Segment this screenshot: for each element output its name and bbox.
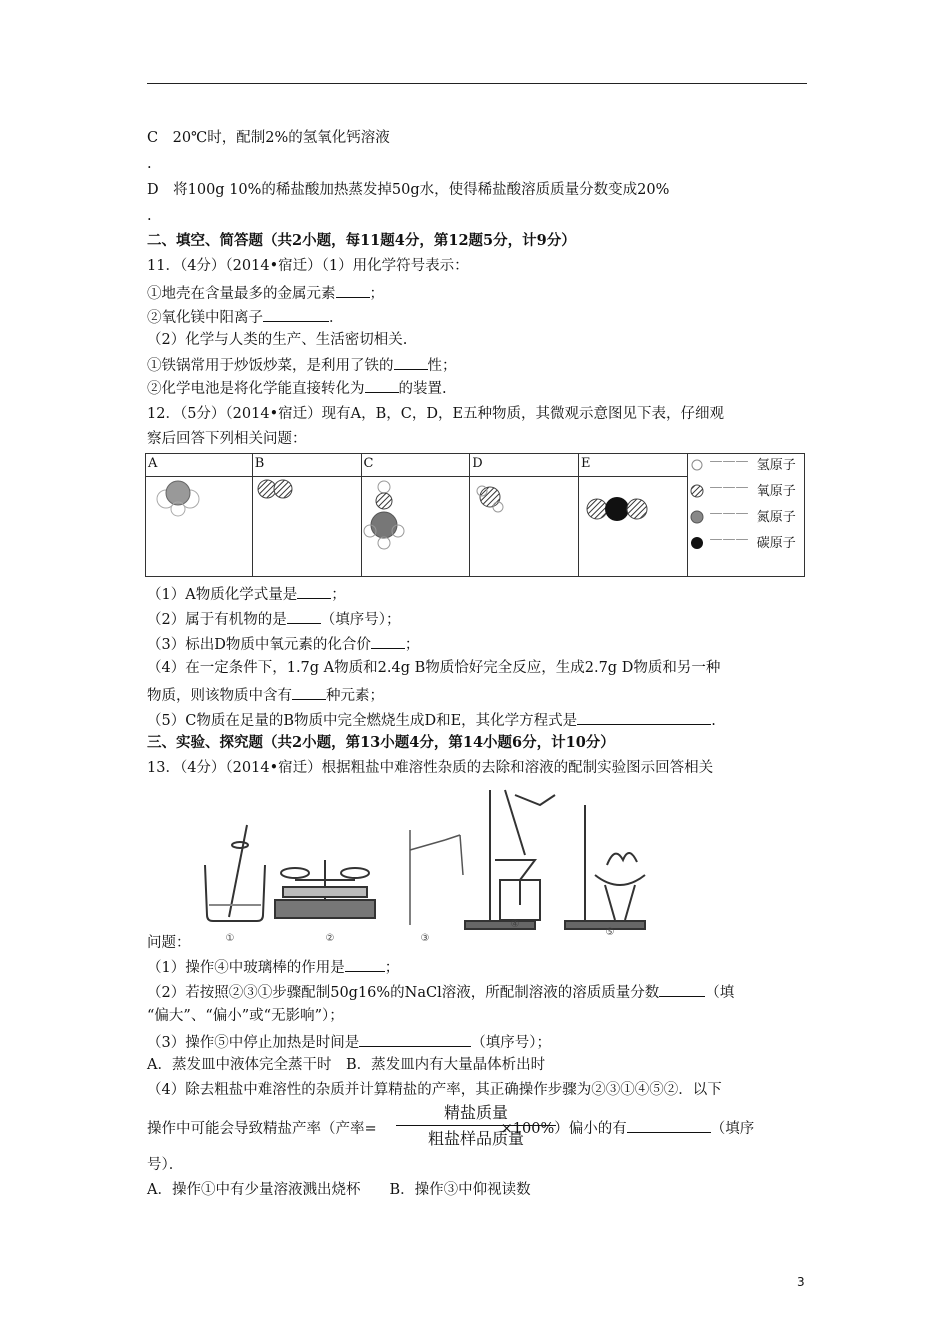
answer-blank[interactable] xyxy=(394,355,428,370)
section-2-heading: 二、填空、简答题（共2小题，每11题4分，第12题5分，计9分） xyxy=(147,232,576,249)
apparatus-label-2: ② xyxy=(325,933,335,944)
legend-nitrogen: 氮原子 xyxy=(756,510,796,525)
q12-4a: （4）在一定条件下，1.7g A物质和2.4g B物质恰好完全反应，生成2.7g D物质和另一种 xyxy=(147,660,721,676)
balance-apparatus xyxy=(275,860,375,918)
q13-1: （1）操作④中玻璃棒的作用是 ； xyxy=(147,957,399,977)
q13-2a: （2）若按照②③①步骤配制50g16%的NaCl溶液，所配制溶液的溶质质量分数 （填 xyxy=(147,982,734,1002)
beaker-stir-apparatus xyxy=(205,825,265,921)
answer-blank[interactable] xyxy=(365,378,399,393)
molecule-table xyxy=(145,453,805,577)
molecule-a-image xyxy=(146,477,246,537)
legend-hydrogen: 氢原子 xyxy=(756,458,796,473)
answer-blank[interactable] xyxy=(345,957,385,972)
cell-e: E xyxy=(578,454,687,577)
q13-4c: 号）． xyxy=(147,1157,184,1173)
q13-2b: “偏大”、“偏小”或“无影响”）； xyxy=(147,1008,344,1024)
q12-4b: 物质，则该物质中含有 种元素； xyxy=(147,685,384,705)
answer-blank[interactable] xyxy=(577,710,711,725)
cell-a: A xyxy=(146,454,253,577)
apparatus-label-5: ⑤ xyxy=(605,927,615,938)
q12-stem: 12．（5分）（2014•宿迁）现有A，B，C，D，E五种物质，其微观示意图见下表，仔细观 xyxy=(147,406,725,422)
molecule-e-image xyxy=(579,477,679,527)
q11-1a: ①地壳在含量最多的金属元素 ； xyxy=(147,283,384,303)
q11-2a: ①铁锅常用于炒饭炒菜，是利用了铁的 性； xyxy=(147,355,457,375)
answer-blank[interactable] xyxy=(287,609,321,624)
yield-fraction xyxy=(396,1100,556,1149)
apparatus-label-3: ③ xyxy=(420,933,430,944)
q12-2: （2）属于有机物的是 （填序号）； xyxy=(147,609,400,629)
q12-5: （5）C物质在足量的B物质中完全燃烧生成D和E，其化学方程式是 . xyxy=(147,710,716,730)
legend-cell xyxy=(687,454,804,577)
q13-3-options: A．蒸发皿中液体完全蒸干时 B．蒸发皿内有大量晶体析出时 xyxy=(147,1057,546,1073)
molecule-b-image xyxy=(253,477,353,517)
answer-blank[interactable] xyxy=(659,982,705,997)
molecule-c-image xyxy=(362,477,462,557)
page-number: 3 xyxy=(797,1275,805,1289)
answer-blank[interactable] xyxy=(336,283,370,298)
molecule-d-image xyxy=(470,477,570,527)
option-d-dot: . xyxy=(147,208,152,224)
q12-1: （1）A物质化学式量是 ； xyxy=(147,584,346,604)
cylinder-apparatus xyxy=(410,830,463,925)
legend-carbon: 碳原子 xyxy=(756,536,796,551)
cell-c: C xyxy=(361,454,470,577)
q11-2b: ②化学电池是将化学能直接转化为 的装置. xyxy=(147,378,447,398)
q11-2: （2）化学与人类的生产、生活密切相关. xyxy=(147,332,408,348)
q11-1b: ②氧化镁中阳离子 ． xyxy=(147,307,344,327)
answer-blank[interactable] xyxy=(263,307,329,322)
q12-stem-2: 察后回答下列相关问题： xyxy=(147,431,307,447)
fraction-denominator: 粗盐样品质量 xyxy=(427,1129,524,1148)
apparatus-label-1: ① xyxy=(225,933,235,944)
q11-stem: 11．（4分）（2014•宿迁）（1）用化学符号表示： xyxy=(147,258,469,274)
q13-stem: 13．（4分）（2014•宿迁）根据粗盐中难溶性杂质的去除和溶液的配制实验图示回答相关 xyxy=(147,760,714,776)
cell-d: D xyxy=(470,454,579,577)
q13-4: （4）除去粗盐中难溶性的杂质并计算精盐的产率，其正确操作步骤为②③①④⑤②．以下 xyxy=(147,1082,722,1098)
q13-4b: 操作中可能会导致精盐产率（产率= ×100%）偏小的有 （填序 xyxy=(147,1118,754,1138)
legend-oxygen: 氧原子 xyxy=(756,484,796,499)
section-3-heading: 三、实验、探究题（共2小题，第13小题4分，第14小题6分，计10分） xyxy=(147,734,615,751)
answer-blank[interactable] xyxy=(371,634,405,649)
answer-blank[interactable] xyxy=(297,584,331,599)
option-c-dot: . xyxy=(147,156,152,172)
option-d: D 将100g 10%的稀盐酸加热蒸发掉50g水，使得稀盐酸溶质质量分数变成20% xyxy=(147,182,670,198)
atom-legend: ——— 氢原子 ——— 氧原子 ——— 氮原子 ——— 碳原子 xyxy=(688,454,804,558)
filtration-apparatus xyxy=(465,790,555,929)
answer-blank[interactable] xyxy=(627,1118,711,1133)
option-c: C 20℃时，配制2%的氢氧化钙溶液 xyxy=(147,130,390,146)
cell-b: B xyxy=(252,454,361,577)
apparatus-label-4: ④ xyxy=(510,919,520,930)
evaporation-apparatus xyxy=(565,805,645,929)
q13-wenti: 问题： xyxy=(147,935,191,951)
header-rule xyxy=(147,83,807,84)
q13-4-options: A．操作①中有少量溶液溅出烧杯 B．操作③中仰视读数 xyxy=(147,1182,531,1198)
fraction-numerator: 精盐质量 xyxy=(396,1100,556,1126)
apparatus-figure xyxy=(195,785,665,945)
answer-blank[interactable] xyxy=(359,1032,471,1047)
q12-3: （3）标出D物质中氧元素的化合价 ； xyxy=(147,634,419,654)
answer-blank[interactable] xyxy=(292,685,326,700)
q13-3: （3）操作⑤中停止加热是时间是 （填序号）； xyxy=(147,1032,551,1052)
